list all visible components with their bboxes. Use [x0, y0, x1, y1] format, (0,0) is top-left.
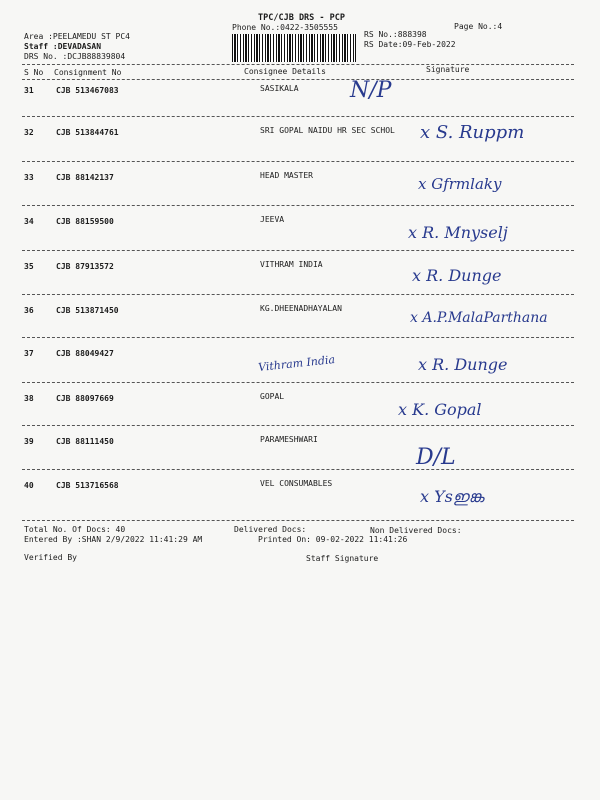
row-consignee: SRI GOPAL NAIDU HR SEC SCHOL [260, 126, 395, 135]
report-title: TPC/CJB DRS - PCP [258, 13, 345, 23]
barcode [232, 34, 356, 62]
row-consignment-no: CJB 88097669 [56, 394, 114, 403]
verified-by: Verified By [24, 553, 77, 562]
column-rule [22, 79, 574, 80]
row-sno: 35 [24, 262, 34, 271]
phone-number: Phone No.:0422-3505555 [232, 23, 338, 32]
row-sno: 40 [24, 481, 34, 490]
col-sno: S No [24, 68, 44, 77]
row-sno: 39 [24, 437, 34, 446]
row-divider [22, 382, 574, 383]
row-sno: 32 [24, 128, 34, 137]
row-divider [22, 116, 574, 117]
entered-by: Entered By :SHAN 2/9/2022 11:41:29 AM [24, 535, 203, 544]
row-consignment-no: CJB 88111450 [56, 437, 114, 446]
header-rule [22, 64, 574, 65]
total-docs: Total No. Of Docs: 40 [24, 525, 126, 534]
row-consignment-no: CJB 88142137 [56, 173, 114, 182]
col-consignment: Consignment No [54, 68, 122, 77]
row-signature: N/P [350, 78, 392, 103]
delivered-docs: Delivered Docs: [234, 525, 307, 534]
footer-rule [22, 520, 574, 521]
row-signature: x R. Dunge [418, 355, 508, 374]
area-label: Area :PEELAMEDU ST PC4 [24, 32, 130, 41]
row-signature: x Ysഇങ്ക [420, 487, 484, 506]
row-signature: x R. Mnyselj [408, 223, 508, 242]
non-delivered-docs: Non Delivered Docs: [370, 526, 462, 535]
row-divider [22, 161, 574, 162]
row-signature: D/L [416, 445, 456, 470]
row-consignee: KG.DHEENADHAYALAN [260, 304, 342, 313]
row-signature: x K. Gopal [398, 400, 482, 419]
drs-number: DRS No. :DCJB88839804 [24, 52, 126, 61]
row-consignee: HEAD MASTER [260, 171, 313, 180]
page-number: Page No.:4 [454, 22, 503, 31]
staff-label: Staff :DEVADASAN [24, 42, 102, 51]
row-consignment-no: CJB 513844761 [56, 128, 119, 137]
staff-signature-label: Staff Signature [306, 554, 379, 563]
row-consignee: VITHRAM INDIA [260, 260, 323, 269]
row-consignment-no: CJB 87913572 [56, 262, 114, 271]
row-divider [22, 425, 574, 426]
row-sno: 34 [24, 217, 34, 226]
row-consignment-no: CJB 88159500 [56, 217, 114, 226]
row-consignment-no: CJB 513716568 [56, 481, 119, 490]
row-consignment-no: CJB 513871450 [56, 306, 119, 315]
row-consignee: VEL CONSUMABLES [260, 479, 333, 488]
row-sno: 36 [24, 306, 34, 315]
row-sno: 31 [24, 86, 34, 95]
row-signature: x Gfrmlaky [418, 175, 502, 193]
row-consignee: SASIKALA [260, 84, 299, 93]
row-divider [22, 294, 574, 295]
row-signature: x A.P.MalaParthana [410, 310, 548, 326]
col-signature: Signature [426, 65, 470, 74]
row-handwritten-note: Vithram India [257, 353, 336, 374]
row-signature: x S. Ruppm [420, 122, 525, 143]
row-divider [22, 469, 574, 470]
row-consignee: GOPAL [260, 392, 285, 401]
rs-number: RS No.:888398 [364, 30, 427, 39]
row-divider [22, 205, 574, 206]
row-sno: 37 [24, 349, 34, 358]
rs-date: RS Date:09-Feb-2022 [364, 40, 456, 49]
row-sno: 33 [24, 173, 34, 182]
row-consignment-no: CJB 88049427 [56, 349, 114, 358]
row-sno: 38 [24, 394, 34, 403]
col-consignee: Consignee Details [244, 67, 326, 76]
row-divider [22, 250, 574, 251]
row-consignee: PARAMESHWARI [260, 435, 318, 444]
printed-on: Printed On: 09-02-2022 11:41:26 [258, 535, 408, 544]
row-consignee: JEEVA [260, 215, 285, 224]
row-divider [22, 337, 574, 338]
row-consignment-no: CJB 513467083 [56, 86, 119, 95]
row-signature: x R. Dunge [412, 266, 502, 285]
